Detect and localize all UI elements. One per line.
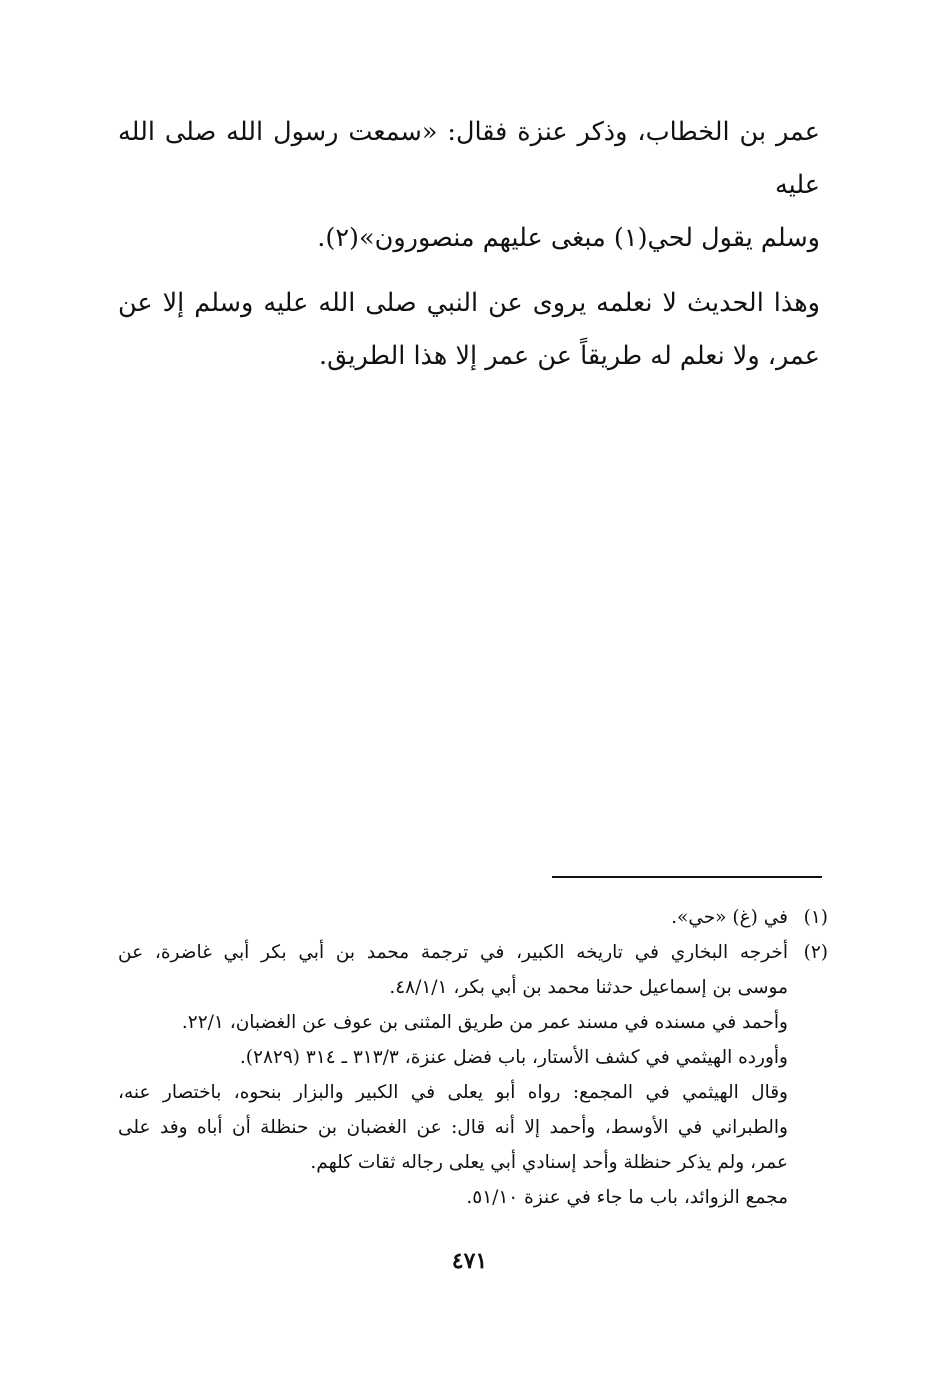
footnote-number: (٢) xyxy=(803,942,828,963)
footnote-line: وأحمد في مسنده في مسند عمر من طريق المثنى بن عوف عن الغضبان، ٢٢/١. xyxy=(181,1012,788,1033)
footnote-line: والطبراني في الأوسط، وأحمد إلا أنه قال: عن الغضبان بن حنظلة أن أباه وفد على xyxy=(118,1117,788,1138)
footnote-line: موسى بن إسماعيل حدثنا محمد بن أبي بكر، ٤٨/١/١. xyxy=(389,977,788,998)
footnote-line: وقال الهيثمي في المجمع: رواه أبو يعلى في الكبير والبزار بنحوه، باختصار عنه، xyxy=(118,1082,788,1103)
footnote xyxy=(118,900,828,935)
text-line: عمر، ولا نعلم له طريقاً عن عمر إلا هذا الطريق. xyxy=(319,341,820,371)
footnote-line: عمر، ولم يذكر حنظلة وأحد إسنادي أبي يعلى رجاله ثقات كلهم. xyxy=(310,1152,788,1173)
text-line: وهذا الحديث لا نعلمه يروى عن النبي صلى الله عليه وسلم إلا عن xyxy=(118,288,820,318)
footnote-line: في (غ) «حي». xyxy=(671,907,788,928)
footnotes-section xyxy=(118,900,828,1215)
footnote-line: مجمع الزوائد، باب ما جاء في عنزة ٥١/١٠. xyxy=(466,1187,788,1208)
footnote-number: (١) xyxy=(803,907,828,928)
footnote-line: أخرجه البخاري في تاريخه الكبير، في ترجمة محمد بن أبي بكر أبي غاضرة، عن xyxy=(118,942,788,963)
footnote-separator xyxy=(552,876,822,878)
text-line: وسلم يقول لحي(١) مبغى عليهم منصورون»(٢). xyxy=(317,223,820,253)
main-text xyxy=(118,106,820,395)
paragraph xyxy=(118,106,820,265)
paragraph xyxy=(118,277,820,383)
text-line: عمر بن الخطاب، وذكر عنزة فقال: «سمعت رسول الله صلى الله عليه xyxy=(118,117,820,200)
footnote-line: وأورده الهيثمي في كشف الأستار، باب فضل عنزة، ٣١٣/٣ ـ ٣١٤ (٢٨٢٩). xyxy=(239,1047,788,1068)
footnote xyxy=(118,935,828,1215)
page-number: ٤٧١ xyxy=(451,1248,488,1274)
